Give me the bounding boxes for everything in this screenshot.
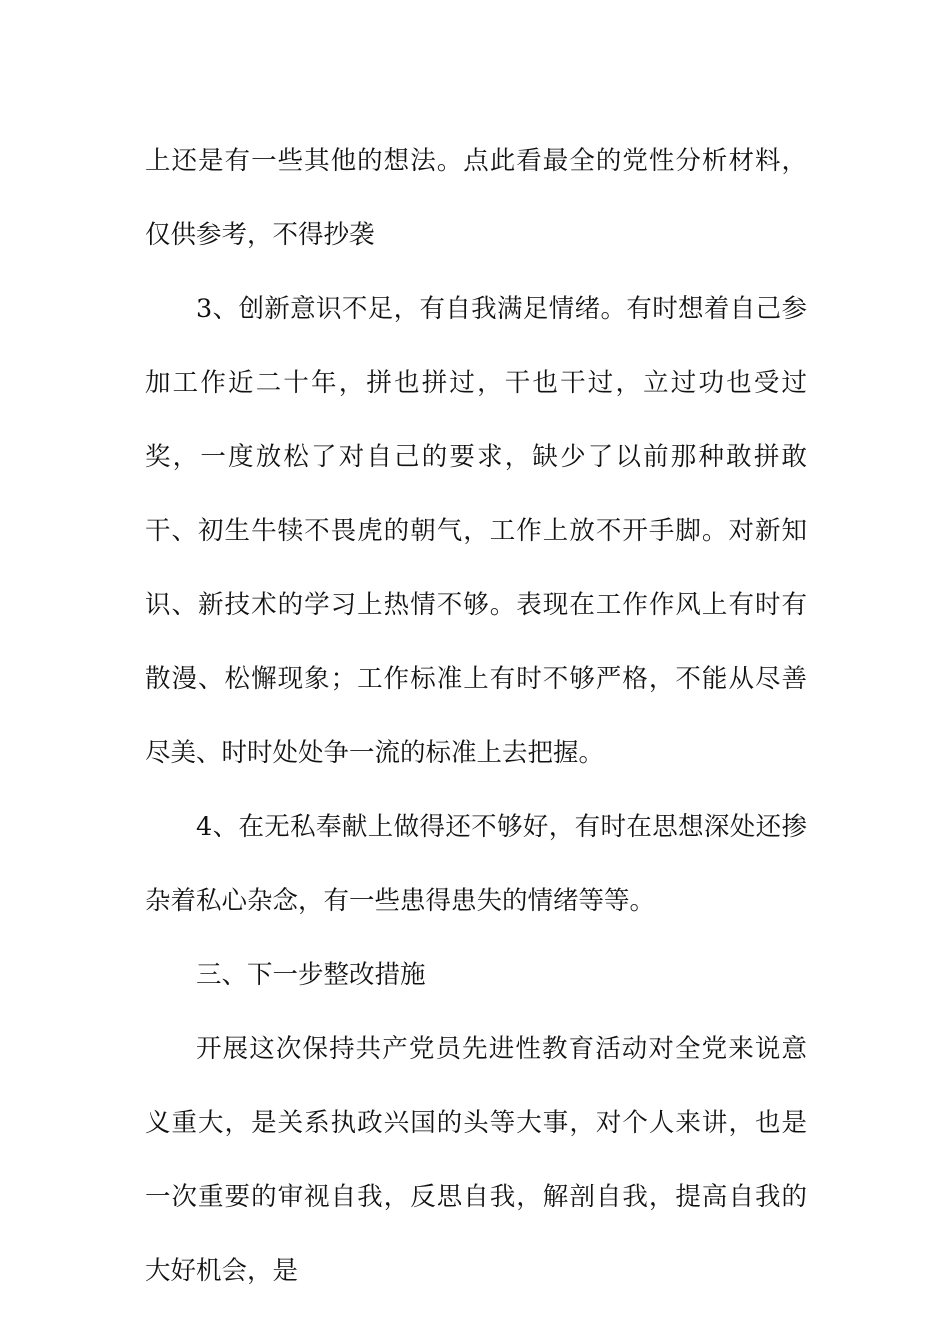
paragraph-measures: 开展这次保持共产党员先进性教育活动对全党来说意义重大，是关系执政兴国的头等大事，对个人来讲，也是一次重要的审视自我，反思自我，解剖自我，提高自我的大好机会，是 [145, 1034, 807, 1286]
paragraph-item-4: 4、在无私奉献上做得还不够好，有时在思想深处还掺杂着私心杂念，有一些患得患失的情绪等等。 [145, 812, 807, 916]
paragraph-item-3: 3、创新意识不足，有自我满足情绪。有时想着自己参加工作近二十年，拼也拼过，干也干过，立过功也受过奖，一度放松了对自己的要求，缺少了以前那种敢拼敢干、初生牛犊不畏虎的朝气，工作上放不开手脚。对新知识、新技术的学习上热情不够。表现在工作作风上有时有散漫、松懈现象；工作标准上有时不够严格，不能从尽善尽美、时时处处争一流的标准上去把握。 [145, 294, 807, 768]
document-body [145, 124, 807, 1308]
paragraph-continuation: 上还是有一些其他的想法。点此看最全的党性分析材料，仅供参考，不得抄袭 [145, 146, 807, 250]
section-heading: 三、下一步整改措施 [196, 960, 426, 990]
